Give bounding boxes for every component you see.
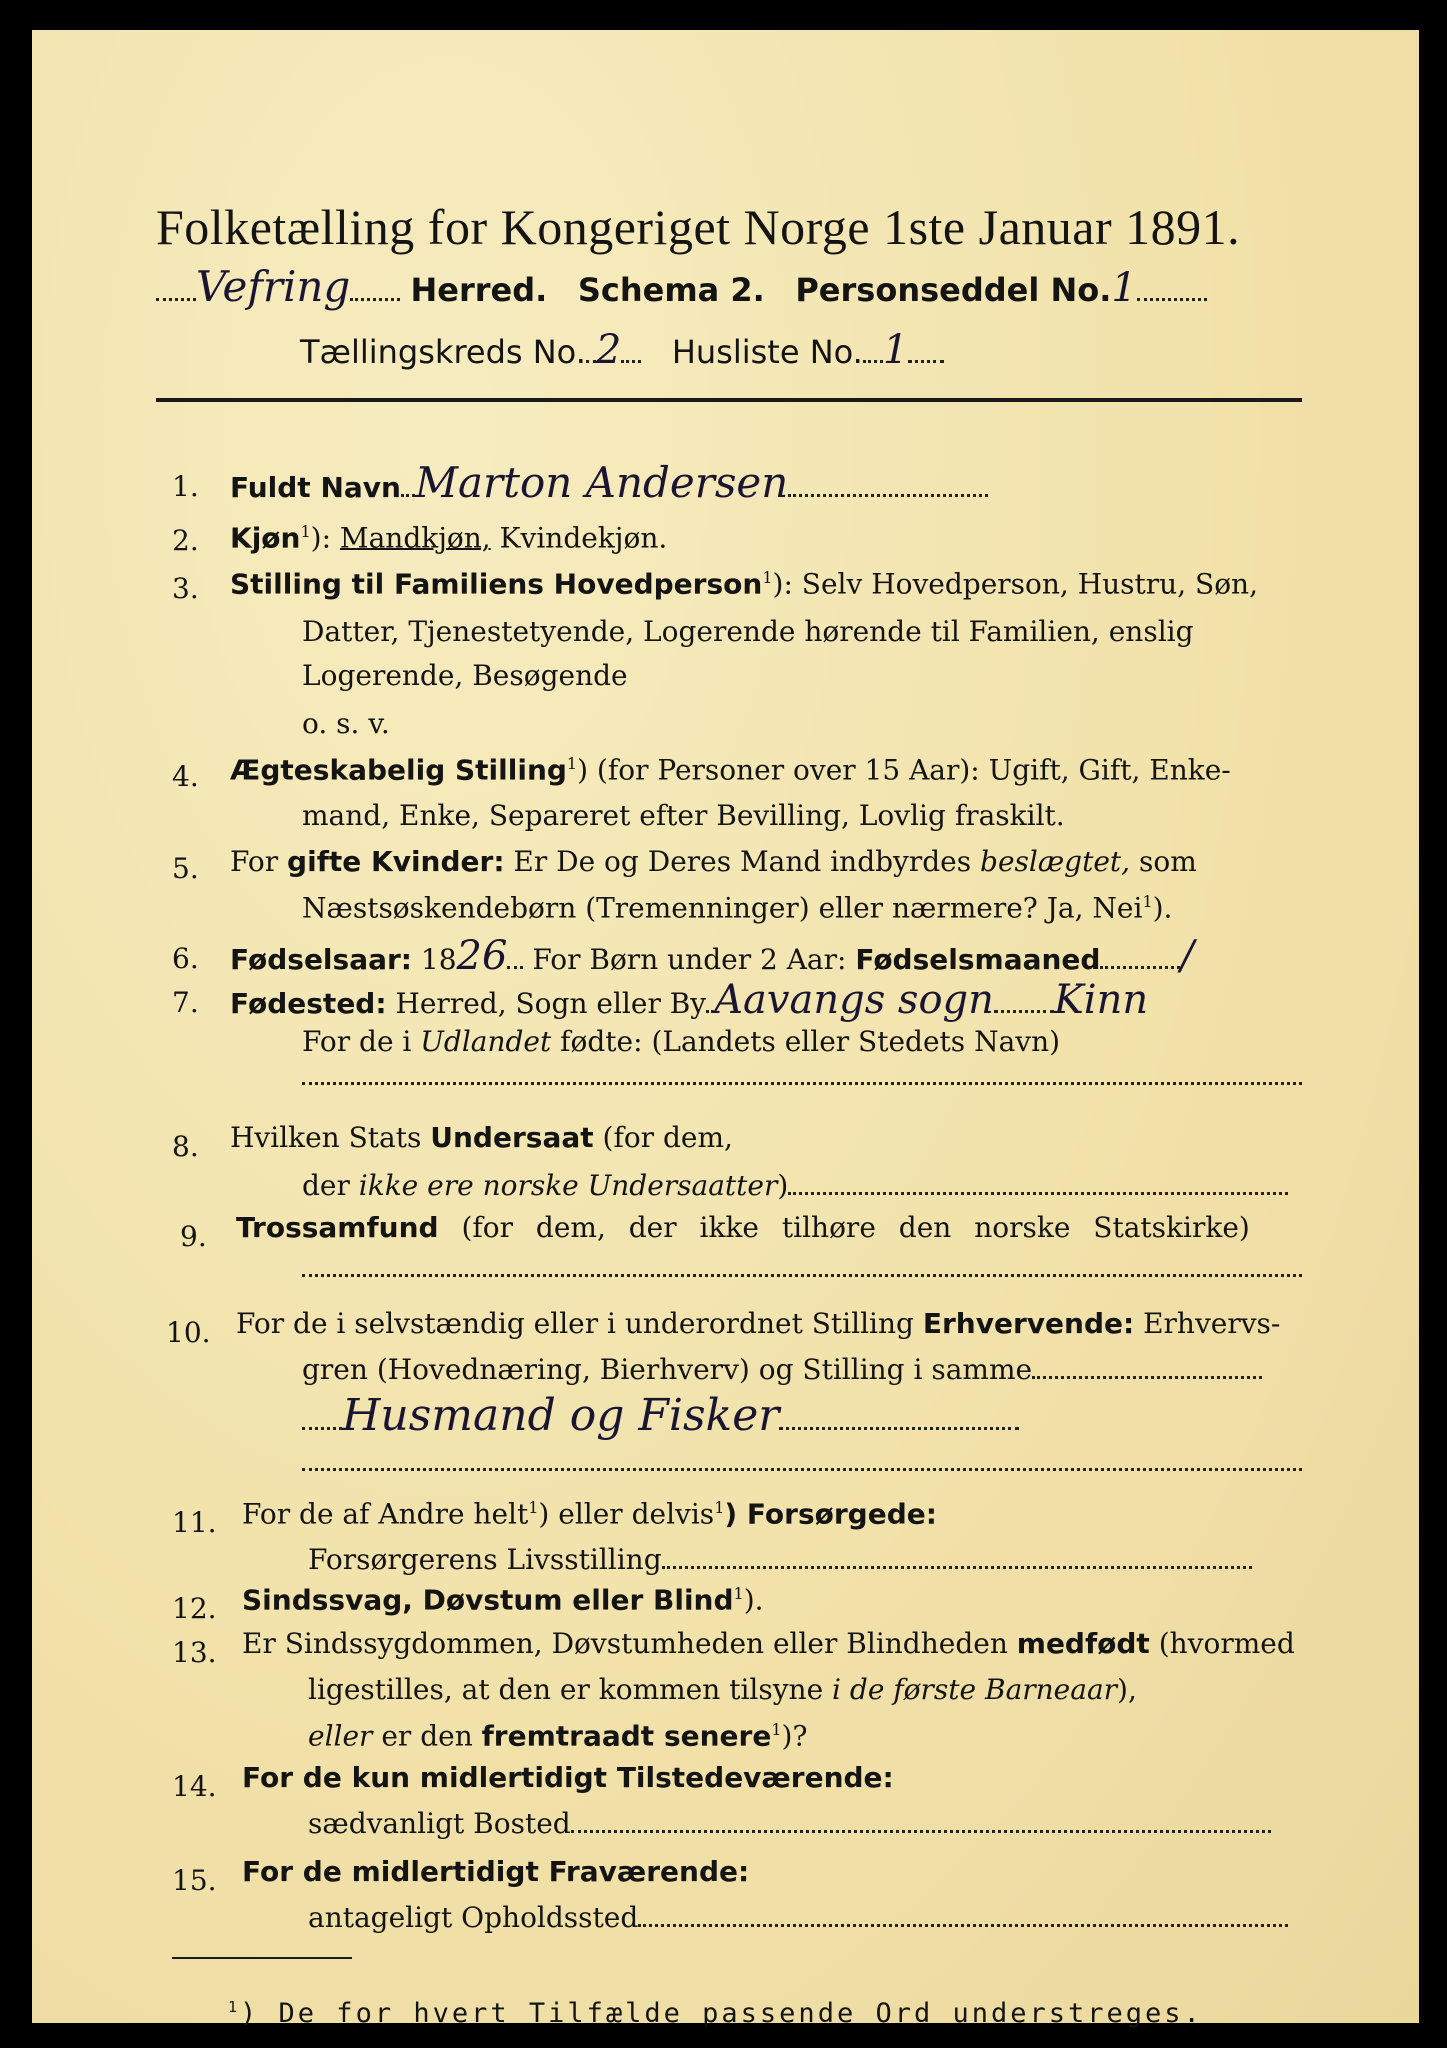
q12-label: Sindssvag, Døvstum eller Blind (242, 1583, 734, 1617)
q7-value2: Kinn (1053, 977, 1149, 1023)
q4-line1: Ægteskabelig Stilling$^1$) (for Personer over 15 Aar): Ugift, Gift, Enke- (230, 753, 1231, 787)
census-form (32, 30, 1419, 2029)
q4-label: Ægteskabelig Stilling (230, 753, 567, 787)
q2-option-kvindekjon: Kvindekjøn. (490, 521, 668, 555)
form-title: Folketælling for Kongeriget Norge 1ste Januar 1891. (156, 199, 1241, 255)
q2-number: 2. (172, 524, 199, 557)
q3-line1: Stilling til Familiens Hovedperson$^1$): Selv Hovedperson, Hustru, Søn, (230, 567, 1258, 601)
q15-label: For de midlertidigt Fraværende: (242, 1855, 750, 1888)
q3-line4: o. s. v. (302, 707, 390, 740)
q11-number: 11. (172, 1506, 217, 1539)
q8-label: Undersaat (430, 1121, 594, 1154)
q7-line2: For de i Udlandet fødte: (Landets eller Stedets Navn) (302, 1025, 1061, 1058)
q3-line3: Logerende, Besøgende (302, 659, 628, 692)
q3-label: Stilling til Familiens Hovedperson (230, 567, 763, 601)
footnote: $^1$) De for hvert Tilfælde passende Ord understreges. (228, 1998, 1203, 2029)
q10-label: Erhvervende: (922, 1307, 1135, 1340)
q10-line2: gren (Hovednæring, Bierhverv) og Stilling i samme (302, 1356, 1262, 1384)
q15-number: 15. (172, 1864, 217, 1897)
q7-line1: Fødested: Herred, Sogn eller By Aavangs sogn Kinn (230, 977, 1149, 1023)
husliste-label: Husliste No. (671, 333, 863, 371)
kreds-value: 2 (595, 327, 622, 373)
q5-number: 5. (172, 852, 199, 885)
husliste-value: 1 (882, 327, 909, 373)
q10-value: Husmand og Fisker (342, 1390, 780, 1441)
q11-line2: Forsørgerens Livsstilling (308, 1546, 1252, 1574)
q6-line: Fødselsaar: 1826 For Børn under 2 Aar: Fødselsmaaned / (230, 933, 1194, 979)
q6-value: 26 (456, 933, 508, 979)
q6-value2: / (1180, 933, 1194, 979)
schema-label: Schema 2. (577, 271, 765, 309)
q2-line: Kjøn$^1$): Mandkjøn, Kvindekjøn. (230, 521, 668, 555)
q9-line: Trossamfund (for dem, der ikke tilhøre den norske Statskirke) (236, 1211, 1250, 1244)
q10-blank-line (302, 1468, 1302, 1471)
q13-line3: eller er den fremtraadt senere$^1$)? (308, 1719, 808, 1753)
q8-line1: Hvilken Stats Undersaat (for dem, (230, 1121, 733, 1154)
q10-answer-line (302, 1390, 1019, 1441)
q15-line2: antageligt Opholdssted (308, 1904, 1288, 1932)
herred-label: Herred. (410, 271, 548, 309)
q3-number: 3. (172, 572, 199, 605)
q11-label: ) Forsørgede: (724, 1497, 937, 1531)
footnote-rule (172, 1957, 352, 1959)
kreds-line (300, 327, 944, 373)
q3-line2: Datter, Tjenestetyende, Logerende hørende til Familien, enslig (302, 615, 1194, 648)
q11-line1: For de af Andre helt$^1$) eller delvis$^1$) Forsørgede: (242, 1497, 937, 1531)
q7-value: Aavangs sogn (714, 977, 994, 1023)
q5-label: gifte Kvinder: (287, 845, 505, 878)
q2-option-mandkjon: Mandkjøn, (339, 521, 491, 555)
personseddel-label: Personseddel No. (795, 271, 1112, 309)
header-rule (156, 398, 1302, 402)
q1-line (230, 458, 988, 507)
q12-line: Sindssvag, Døvstum eller Blind$^1$). (242, 1583, 764, 1617)
q6-label: Fødselsaar: (230, 943, 412, 976)
q14-line1 (242, 1761, 894, 1794)
q10-number: 10. (166, 1316, 211, 1349)
q2-label: Kjøn (230, 521, 301, 555)
q1-label: Fuldt Navn (230, 471, 401, 504)
q13-line1: Er Sindssygdommen, Døvstumheden eller Blindheden medfødt (hvormed (242, 1627, 1295, 1660)
q14-number: 14. (172, 1770, 217, 1803)
q7-label: Fødested: (230, 987, 387, 1020)
personseddel-value: 1 (1111, 265, 1137, 311)
q10-line1: For de i selvstændig eller i underordnet Stilling Erhvervende: Erhvervs- (236, 1307, 1281, 1340)
kreds-label: Tællingskreds No. (300, 333, 586, 371)
q9-number: 9. (180, 1220, 207, 1253)
q8-line2: der ikke ere norske Undersaatter) (302, 1172, 1288, 1200)
q6-label2: Fødselsmaaned (855, 943, 1101, 976)
herred-line (156, 262, 1207, 311)
q5-line2: Næstsøskendebørn (Tremenninger) eller nærmere? Ja, Nei$^1$). (302, 891, 1173, 925)
q15-line1 (242, 1855, 750, 1888)
q12-number: 12. (172, 1592, 217, 1625)
q4-line2: mand, Enke, Separeret efter Bevilling, Lovlig fraskilt. (302, 799, 1065, 832)
q1-value: Marton Andersen (414, 458, 789, 507)
q7-number: 7. (172, 986, 199, 1019)
q1-number: 1. (172, 470, 199, 503)
q13-number: 13. (172, 1636, 217, 1669)
q6-number: 6. (172, 942, 199, 975)
q9-label: Trossamfund (236, 1211, 439, 1244)
q4-number: 4. (172, 760, 199, 793)
q8-number: 8. (172, 1130, 199, 1163)
herred-value: Vefring (196, 262, 351, 311)
q7-blank-line (302, 1082, 1302, 1085)
q13-line2: ligestilles, at den er kommen tilsyne i de første Barneaar), (308, 1673, 1137, 1706)
q5-line1: For gifte Kvinder: Er De og Deres Mand indbyrdes beslægtet, som (230, 845, 1197, 878)
q14-line2: sædvanligt Bosted (308, 1810, 1271, 1838)
q9-blank-line (302, 1274, 1302, 1277)
q13-label: medfødt (1016, 1627, 1150, 1660)
q14-label: For de kun midlertidigt Tilstedeværende: (242, 1761, 894, 1794)
